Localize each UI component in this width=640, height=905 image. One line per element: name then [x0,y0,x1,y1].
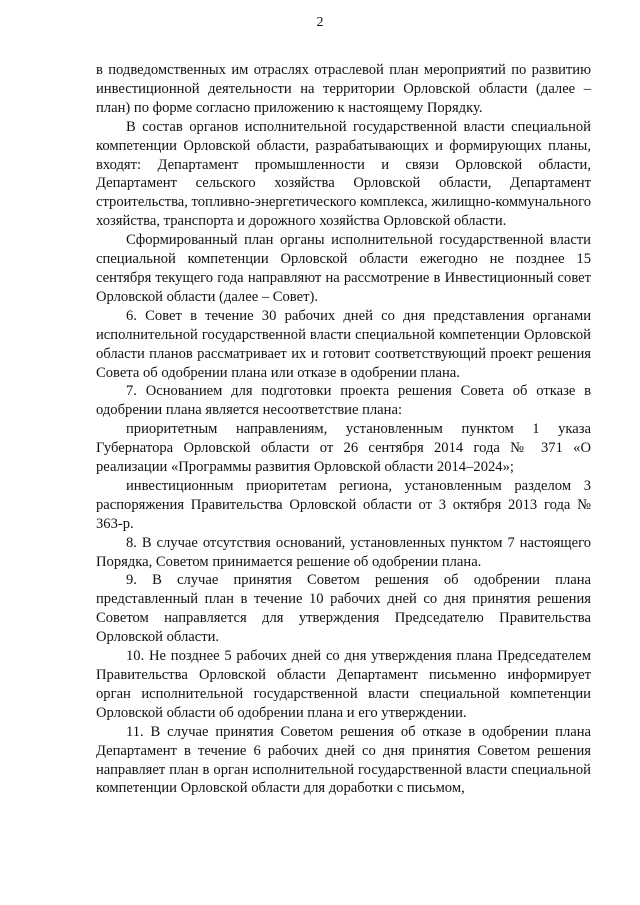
paragraph-item-8: 8. В случае отсутствия оснований, установленных пунктом 7 настоящего Порядка, Советом принимается решение об одобрении плана. [96,534,591,570]
paragraph-item-7-investment-priorities: инвестиционным приоритетам региона, установленным разделом 3 распоряжения Правительства Орловской области от 3 октября 2013 года № 363-р. [96,477,591,532]
paragraph-item-7: 7. Основанием для подготовки проекта решения Совета об отказе в одобрении плана является несоответствие плана: [96,383,591,419]
paragraph-item-10: 10. Не позднее 5 рабочих дней со дня утверждения плана Председателем Правительства Орловской области Департамент письменно информирует орган исполнительной государственной власти специальной компетенции Орловской области об одобрении плана и его утверждении. [96,648,591,721]
paragraph-plan-intro: в подведомственных им отраслях отраслевой план мероприятий по развитию инвестиционной деятельности на территории Орловской области (далее – план) по форме согласно приложению к настоящему Порядку. [96,62,591,116]
page-number: 2 [316,15,324,30]
document-body [96,61,591,798]
paragraph-item-9: 9. В случае принятия Советом решения об одобрении плана представленный план в течение 10 рабочих дней со дня принятия решения Советом направляется для утверждения Председателю Правительства Орловской области. [96,572,591,646]
paragraph-composition-of-bodies: В состав органов исполнительной государственной власти специальной компетенции Орловской области, разрабатывающих и формирующих планы, входят: Департамент промышленности и связи Орловской области, Департамент сельского хозяйства Орловской области, Департамент строительства, топливно-энергетического комплекса, жилищно-коммунального хозяйства, транспорта и дорожного хозяйства Орловской области. [96,118,592,230]
paragraph-item-6: 6. Совет в течение 30 рабочих дней со дня представления органами исполнительной государственной власти специальной компетенции Орловской области планов рассматривает их и готовит соответствующий проект решения Совета об одобрении плана или отказе в одобрении плана. [96,307,591,381]
paragraph-item-11: 11. В случае принятия Советом решения об отказе в одобрении плана Департамент в течение 6 рабочих дней со дня принятия Советом решения направляет план в орган исполнительной государственной власти специальной компетенции Орловской области для доработки с письмом, [96,723,591,797]
paragraph-item-7-priority-directions: приоритетным направлениям, установленным пунктом 1 указа Губернатора Орловской области от 26 сентября 2014 года № 371 «О реализации «Программы развития Орловской области 2014–2024»; [96,421,591,476]
paragraph-submission-deadline: Сформированный план органы исполнительной государственной власти специальной компетенции Орловской области ежегодно не позднее 15 сентября текущего года направляют на рассмотрение в Инвестиционный совет Орловской области (далее – Совет). [96,232,591,305]
